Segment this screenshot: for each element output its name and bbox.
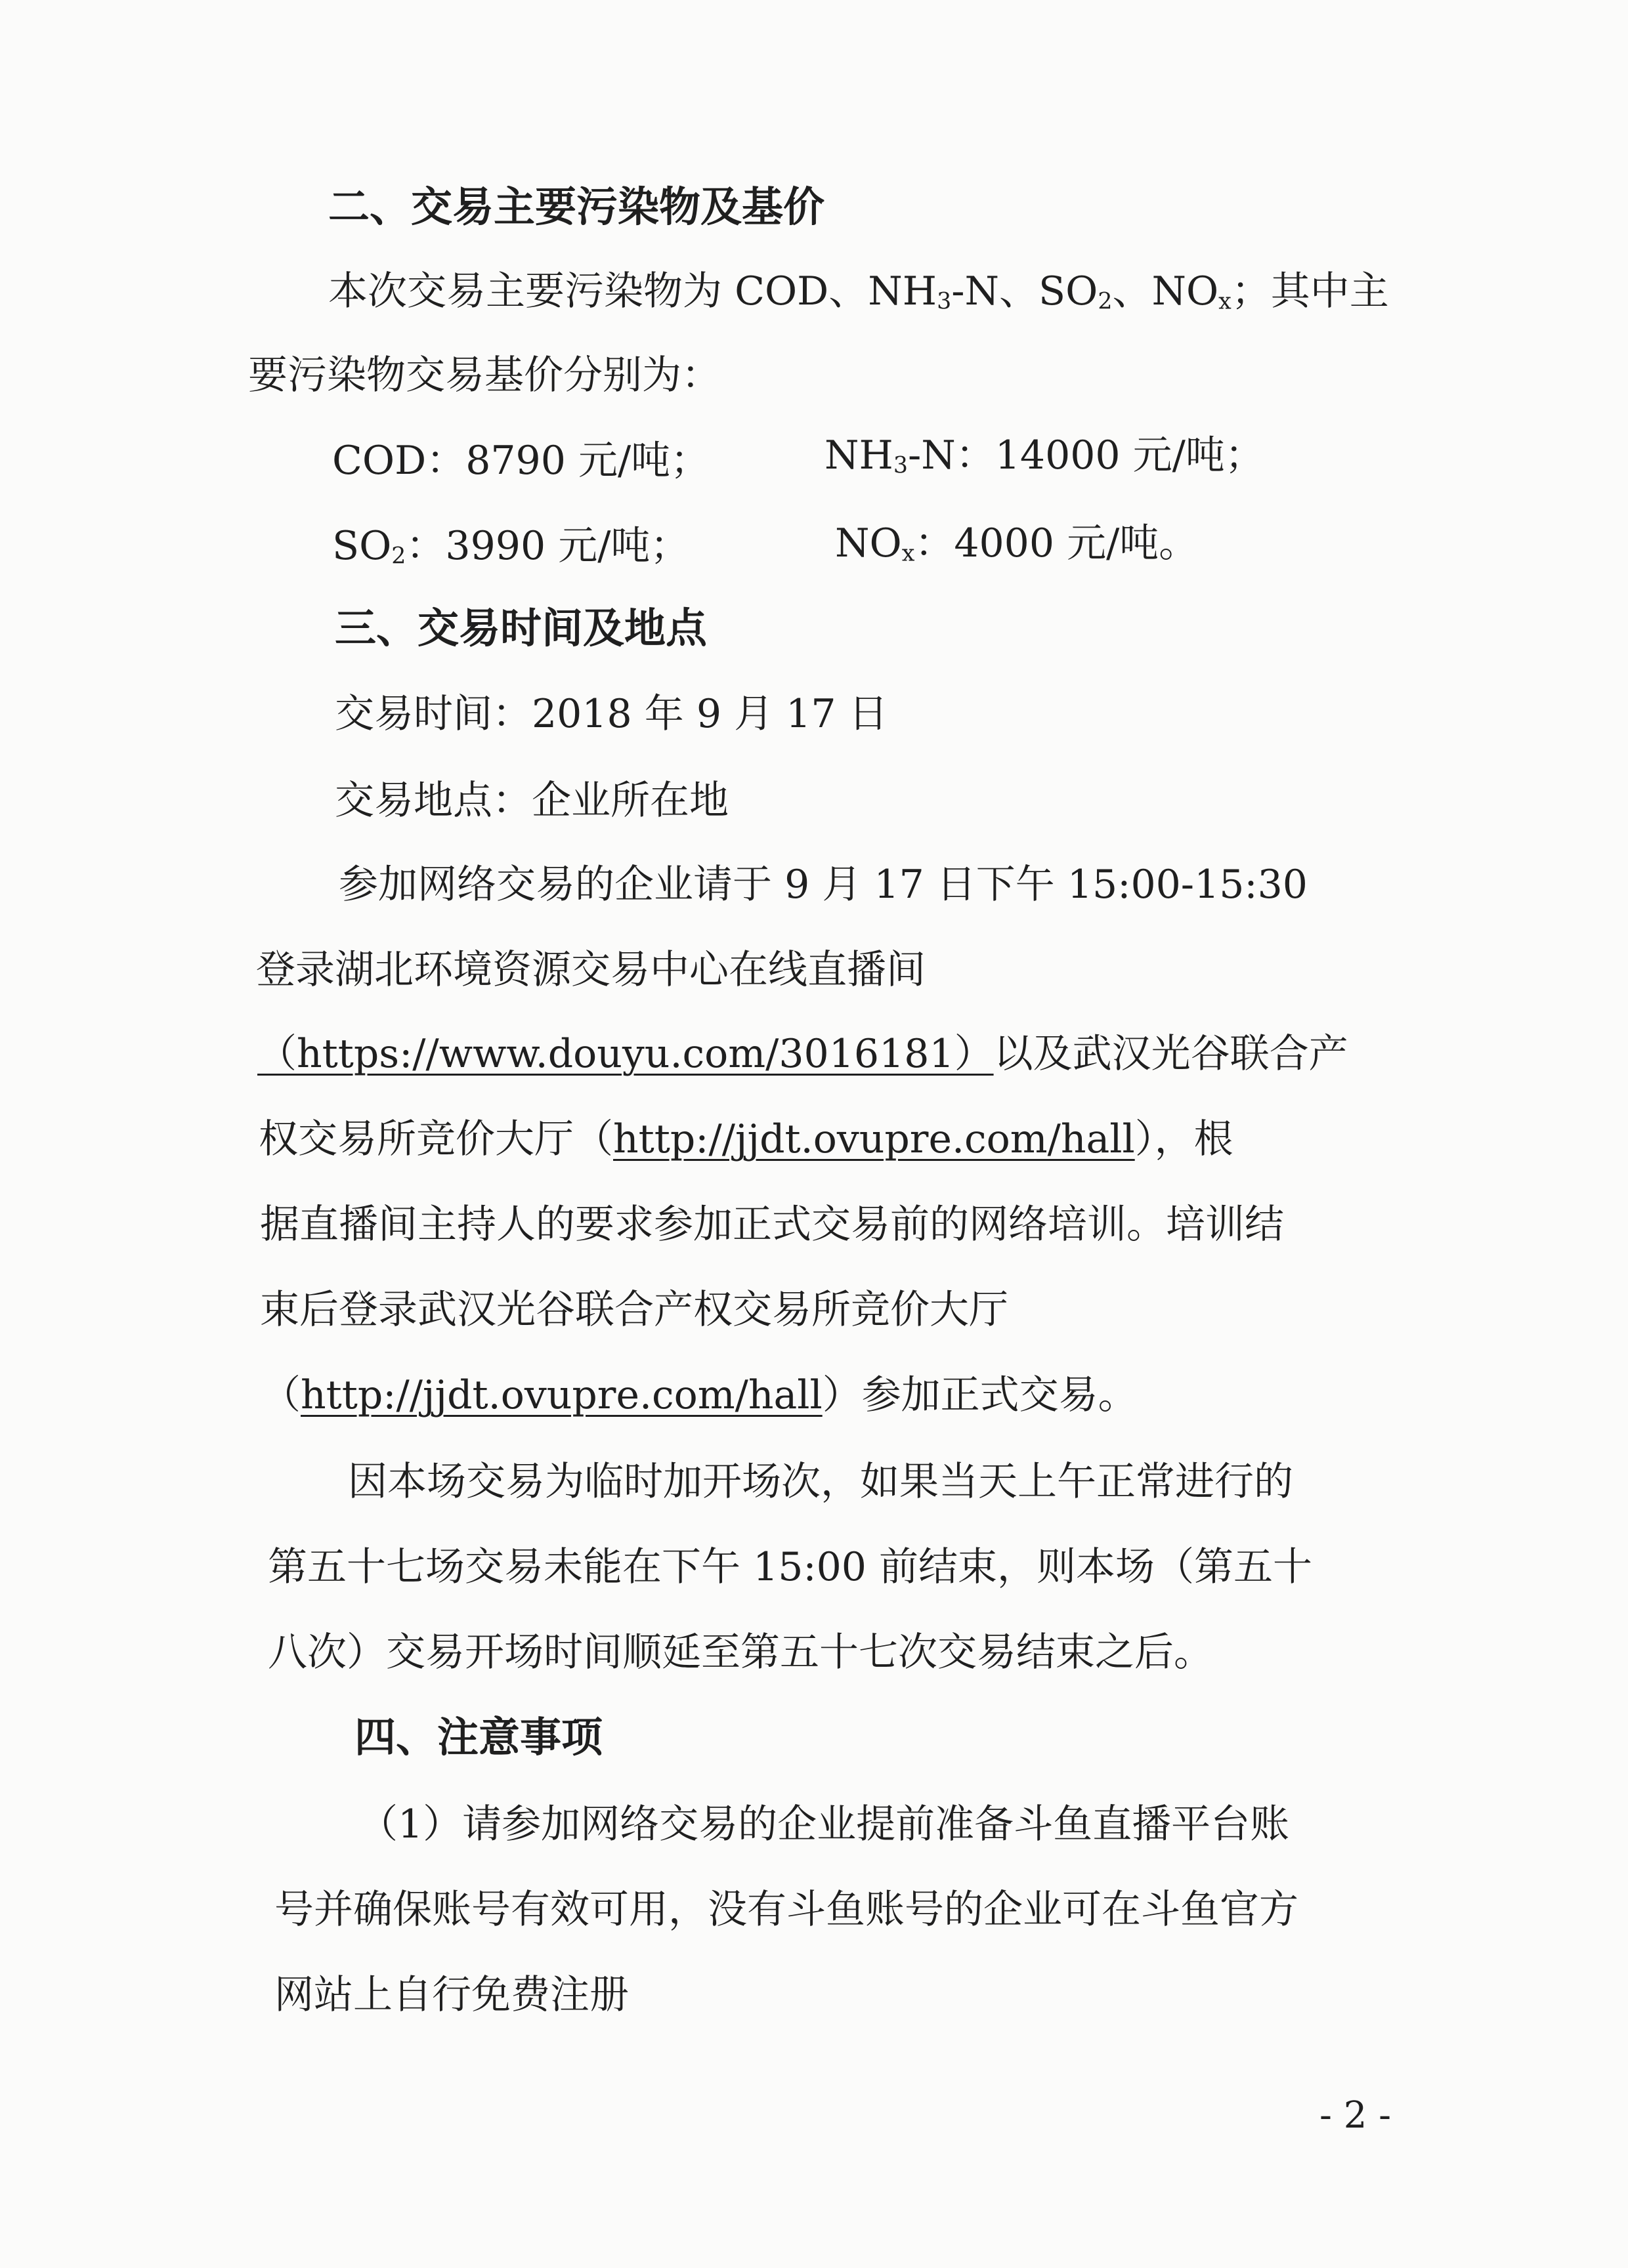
online-paragraph-line-3 <box>257 1031 1348 1077</box>
text-run: NH <box>825 432 893 478</box>
trade-place: 交易地点：企业所在地 <box>335 778 729 824</box>
text-run: 权交易所竞价大厅（ <box>259 1116 613 1162</box>
online-paragraph-line-2: 登录湖北环境资源交易中心在线直播间 <box>256 947 926 993</box>
text-run: 本次交易主要污染物为 COD、NH <box>328 268 937 314</box>
cod-price: COD：8790 元/吨； <box>332 438 710 484</box>
subscript: x <box>901 540 915 567</box>
text-run: SO <box>332 523 392 569</box>
hall-link[interactable]: http://jjdt.ovupre.com/hall <box>613 1116 1135 1162</box>
text-run: NO <box>835 520 902 566</box>
text-run: ），根 <box>1134 1116 1233 1162</box>
note-1-line-2: 号并确保账号有效可用，没有斗鱼账号的企业可在斗鱼官方 <box>274 1887 1298 1933</box>
text-run: ；其中主 <box>1231 268 1389 314</box>
text-run: （ <box>261 1372 301 1418</box>
text-run: ）参加正式交易。 <box>822 1372 1138 1418</box>
online-paragraph-line-7 <box>261 1372 1138 1418</box>
section-2-paragraph-line-1 <box>328 268 1389 315</box>
subscript: 3 <box>893 452 908 479</box>
text-run: 、NO <box>1112 268 1219 314</box>
note-1-line-3: 网站上自行免费注册 <box>274 1972 629 2018</box>
note-1-line-1: （1）请参加网络交易的企业提前准备斗鱼直播平台账 <box>358 1801 1290 1847</box>
text-run: -N、SO <box>951 268 1098 314</box>
online-paragraph-line-5: 据直播间主持人的要求参加正式交易前的网络培训。培训结 <box>260 1202 1284 1248</box>
section-4-heading: 四、注意事项 <box>354 1713 603 1761</box>
subscript: x <box>1218 288 1232 315</box>
text-run: -N：14000 元/吨； <box>907 432 1264 478</box>
hall-link-2[interactable]: http://jjdt.ovupre.com/hall <box>301 1372 823 1418</box>
nh3-price <box>825 432 1264 479</box>
extra-session-line-1: 因本场交易为临时加开场次，如果当天上午正常进行的 <box>348 1459 1293 1505</box>
subscript: 3 <box>937 288 952 315</box>
subscript: 2 <box>391 543 406 570</box>
text-run: ：3990 元/吨； <box>406 523 690 569</box>
nox-price <box>835 520 1199 567</box>
extra-session-line-3: 八次）交易开场时间顺延至第五十七次交易结束之后。 <box>268 1629 1213 1675</box>
extra-session-line-2: 第五十七场交易未能在下午 15:00 前结束，则本场（第五十 <box>268 1544 1313 1590</box>
trade-time: 交易时间：2018 年 9 月 17 日 <box>335 691 888 737</box>
online-paragraph-line-1: 参加网络交易的企业请于 9 月 17 日下午 15:00-15:30 <box>339 862 1308 908</box>
section-2-heading: 二、交易主要污染物及基价 <box>328 183 825 231</box>
text-run: ：4000 元/吨。 <box>914 520 1199 566</box>
section-2-paragraph-line-2: 要污染物交易基价分别为： <box>248 352 721 398</box>
so2-price <box>332 523 690 570</box>
page-number: - 2 - <box>1319 2094 1392 2137</box>
section-3-heading: 三、交易时间及地点 <box>335 604 707 652</box>
douyu-link[interactable]: （https://www.douyu.com/3016181） <box>257 1031 994 1077</box>
online-paragraph-line-6: 束后登录武汉光谷联合产权交易所竞价大厅 <box>260 1287 1008 1333</box>
online-paragraph-line-4 <box>259 1116 1233 1162</box>
text-run: 以及武汉光谷联合产 <box>993 1031 1348 1077</box>
subscript: 2 <box>1098 288 1113 315</box>
